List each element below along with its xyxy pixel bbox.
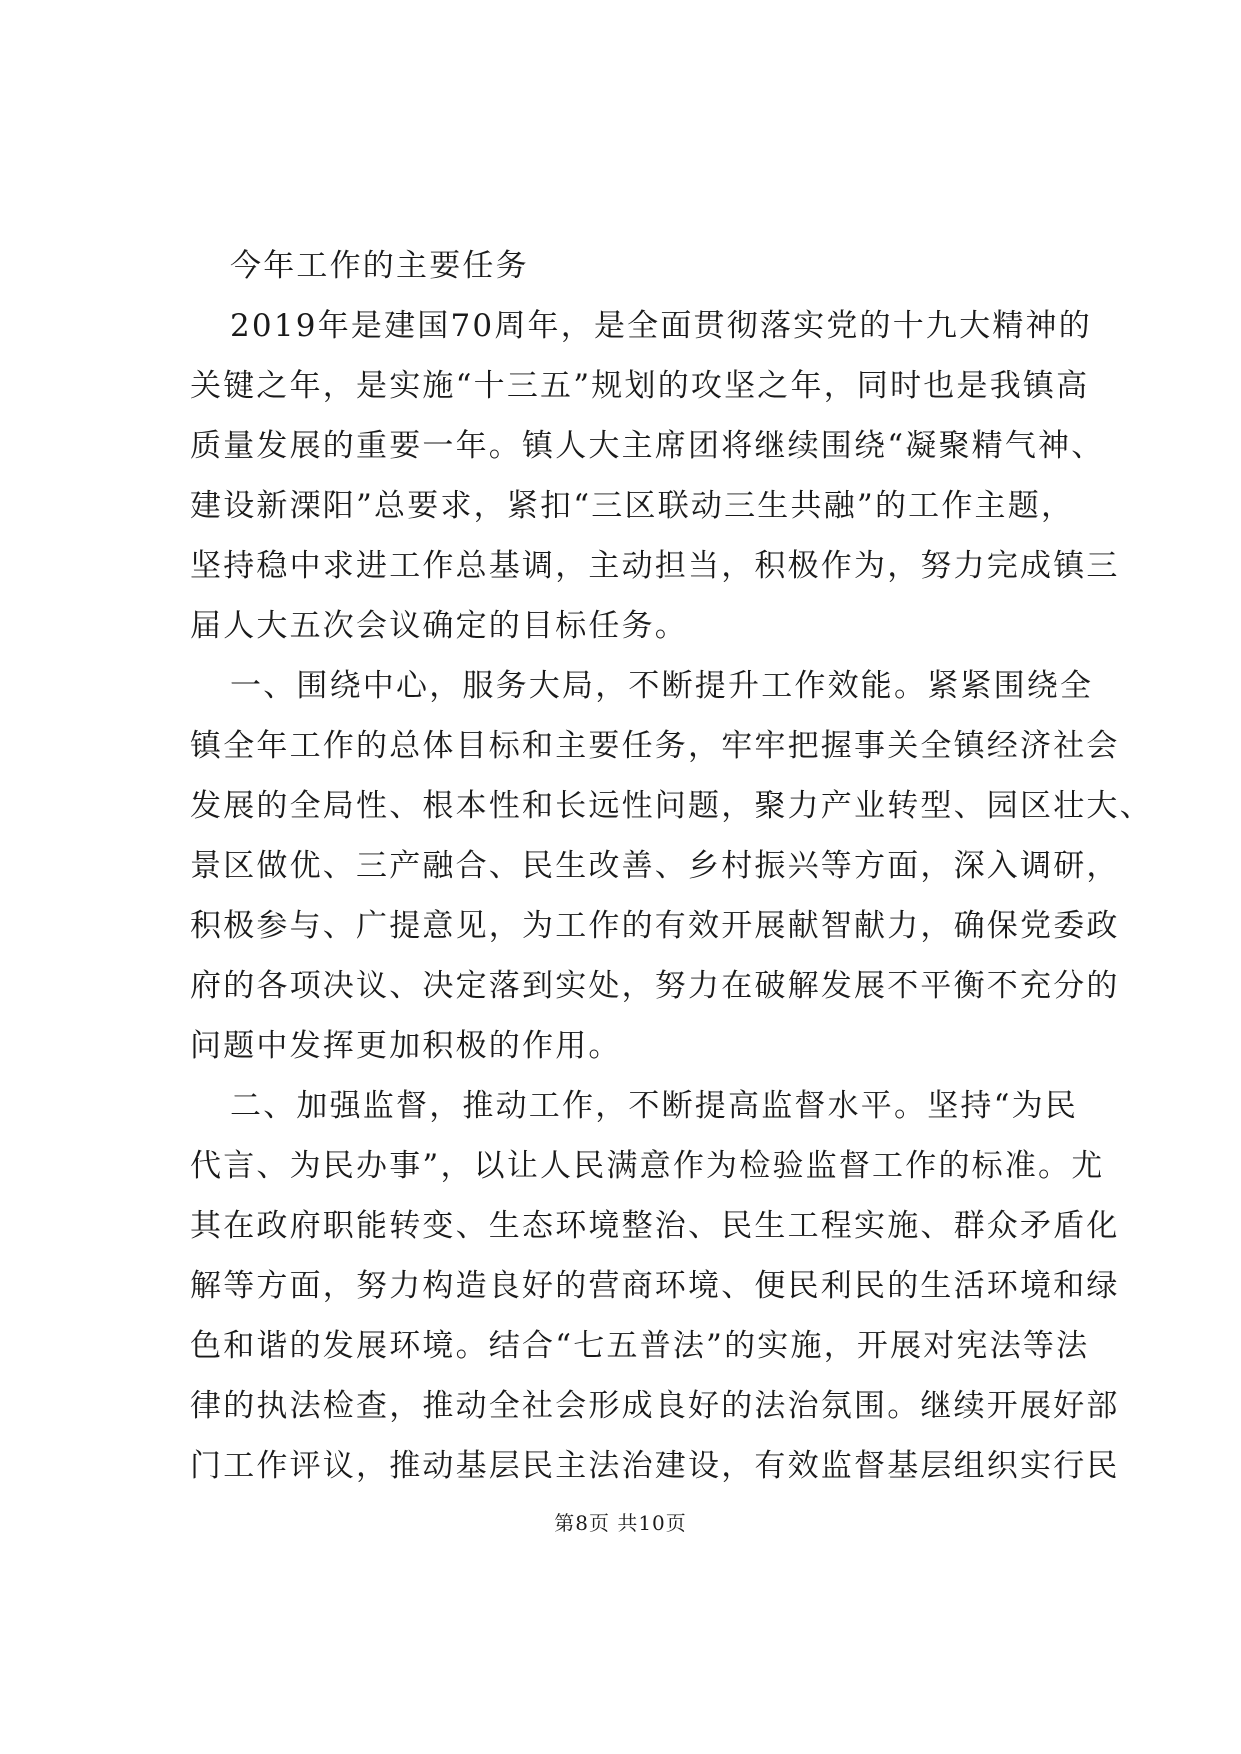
text-line: 质量发展的重要一年。镇人大主席团将继续围绕“凝聚精气神、 xyxy=(190,428,1105,464)
text-line: 坚持稳中求进工作总基调，主动担当，积极作为，努力完成镇三 xyxy=(190,548,1120,584)
text-line: 门工作评议，推动基层民主法治建设，有效监督基层组织实行民 xyxy=(190,1448,1120,1484)
text-line: 届人大五次会议确定的目标任务。 xyxy=(190,608,688,644)
page-number-footer: 第8页 共10页 xyxy=(554,1511,687,1535)
text-line: 建设新溧阳”总要求，紧扣“三区联动三生共融”的工作主题， xyxy=(190,488,1075,524)
text-line: 2019年是建国70周年，是全面贯彻落实党的十九大精神的 xyxy=(230,308,1092,344)
text-line: 府的各项决议、决定落到实处，努力在破解发展不平衡不充分的 xyxy=(190,968,1120,1004)
text-line: 一、围绕中心，服务大局，不断提升工作效能。紧紧围绕全 xyxy=(230,668,1094,704)
paragraph-task-two xyxy=(190,1076,1120,1496)
text-line: 解等方面，努力构造良好的营商环境、便民利民的生活环境和绿 xyxy=(190,1268,1120,1304)
text-line: 镇全年工作的总体目标和主要任务，牢牢把握事关全镇经济社会 xyxy=(190,728,1120,764)
text-line: 律的执法检查，推动全社会形成良好的法治氛围。继续开展好部 xyxy=(190,1388,1120,1424)
section-heading: 今年工作的主要任务 xyxy=(230,248,529,284)
text-line: 其在政府职能转变、生态环境整治、民生工程实施、群众矛盾化 xyxy=(190,1208,1120,1244)
paragraph-task-one xyxy=(190,656,1153,1076)
text-line: 色和谐的发展环境。结合“七五普法”的实施，开展对宪法等法 xyxy=(190,1328,1090,1364)
text-line: 问题中发挥更加积极的作用。 xyxy=(190,1028,622,1064)
text-line: 代言、为民办事”，以让人民满意作为检验监督工作的标准。尤 xyxy=(190,1148,1105,1184)
text-line: 关键之年，是实施“十三五”规划的攻坚之年，同时也是我镇高 xyxy=(190,368,1090,404)
paragraph-intro xyxy=(190,296,1120,656)
text-line: 发展的全局性、根本性和长远性问题，聚力产业转型、园区壮大、 xyxy=(190,788,1153,824)
text-line: 景区做优、三产融合、民生改善、乡村振兴等方面，深入调研， xyxy=(190,848,1120,884)
document-body xyxy=(190,236,1153,1496)
text-line: 二、加强监督，推动工作，不断提高监督水平。坚持“为民 xyxy=(230,1088,1079,1124)
text-line: 积极参与、广提意见，为工作的有效开展献智献力，确保党委政 xyxy=(190,908,1120,944)
